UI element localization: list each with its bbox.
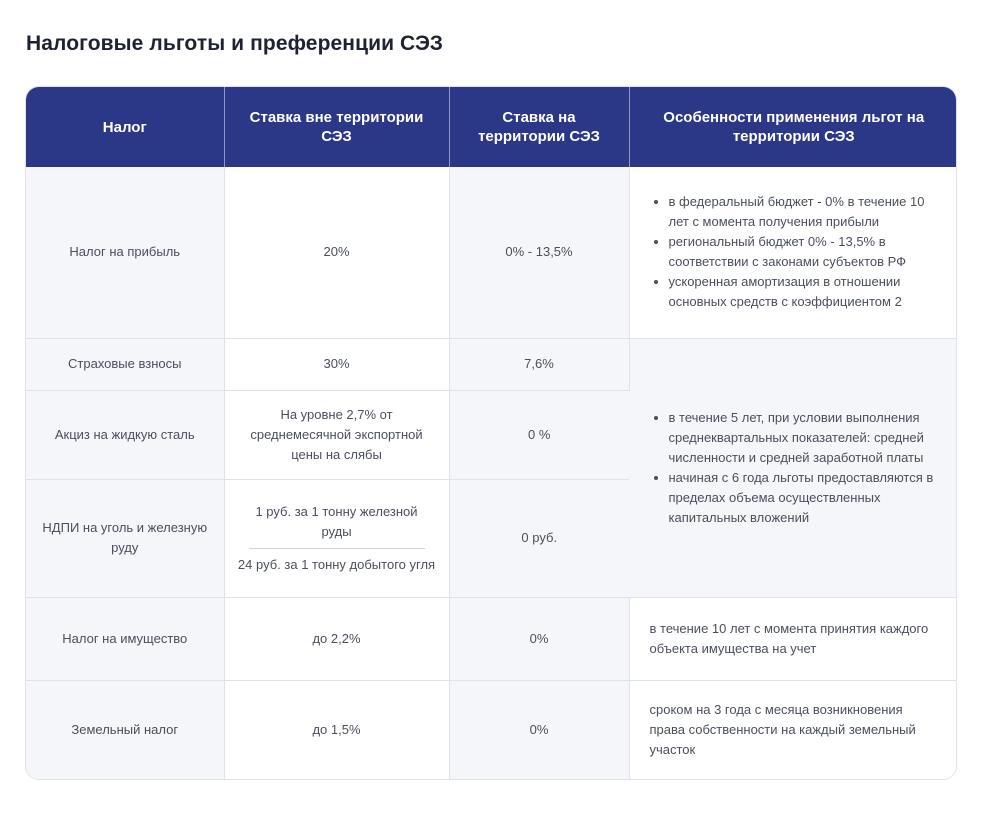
- row-insurance: [26, 338, 957, 390]
- tax-benefits-table: [25, 86, 957, 780]
- cell-rate-sez: 0% - 13,5%: [449, 167, 629, 338]
- cell-features: в течение 10 лет с момента принятия каждого объекта имущества на учет: [629, 597, 957, 680]
- cell-tax-name: Налог на прибыль: [26, 167, 224, 338]
- cell-features: [629, 167, 957, 338]
- cell-tax-name: Налог на имущество: [26, 597, 224, 680]
- row-property: [26, 597, 957, 680]
- cell-rate-sez: 0%: [449, 597, 629, 680]
- cell-shared-features: [629, 338, 957, 597]
- page-title: Налоговые льготы и преференции СЭЗ: [26, 32, 444, 55]
- header-rate-outside: Ставка вне территории СЭЗ: [224, 87, 449, 167]
- cell-rate-sez: 0 руб.: [449, 479, 629, 597]
- features-list: [650, 192, 941, 312]
- list-item: • в течение 5 лет, при условии выполнения среднеквартальных показателей: средней численности и средней заработной платы: [669, 408, 941, 468]
- cell-rate-outside: до 2,2%: [224, 597, 449, 680]
- header-tax: Налог: [26, 87, 224, 167]
- cell-tax-name: Страховые взносы: [26, 338, 224, 390]
- list-item: • в федеральный бюджет - 0% в течение 10 лет с момента получения прибыли: [669, 192, 941, 232]
- row-profit-tax: [26, 167, 957, 338]
- table-header-row: [26, 87, 957, 167]
- cell-rate-sez: 0 %: [449, 390, 629, 479]
- header-features: Особенности применения льгот на территории СЭЗ: [629, 87, 957, 167]
- cell-rate-outside: [224, 479, 449, 597]
- cell-rate-outside: 20%: [224, 167, 449, 338]
- cell-rate-sez: 0%: [449, 680, 629, 779]
- cell-rate-outside: На уровне 2,7% от среднемесячной экспортной цены на слябы: [224, 390, 449, 479]
- cell-tax-name: НДПИ на уголь и железную руду: [26, 479, 224, 597]
- list-item: • начиная с 6 года льготы предоставляются в пределах объема осуществленных капитальных вложений: [669, 468, 941, 528]
- cell-features: сроком на 3 года с месяца возникновения права собственности на каждый земельный участок: [629, 680, 957, 779]
- cell-rate-outside: до 1,5%: [224, 680, 449, 779]
- features-list: [650, 408, 941, 528]
- cell-rate-outside: 30%: [224, 338, 449, 390]
- rate-coal: 24 руб. за 1 тонну добытого угля: [237, 556, 436, 572]
- list-item: • ускоренная амортизация в отношении основных средств с коэффициентом 2: [669, 272, 941, 312]
- list-item: • региональный бюджет 0% - 13,5% в соответствии с законами субъектов РФ: [669, 232, 941, 272]
- cell-rate-sez: 7,6%: [449, 338, 629, 390]
- cell-tax-name: Земельный налог: [26, 680, 224, 779]
- cell-tax-name: Акциз на жидкую сталь: [26, 390, 224, 479]
- header-rate-sez: Ставка на территории СЭЗ: [449, 87, 629, 167]
- row-land: [26, 680, 957, 779]
- rate-iron-ore: 1 руб. за 1 тонну железной руды: [249, 502, 425, 549]
